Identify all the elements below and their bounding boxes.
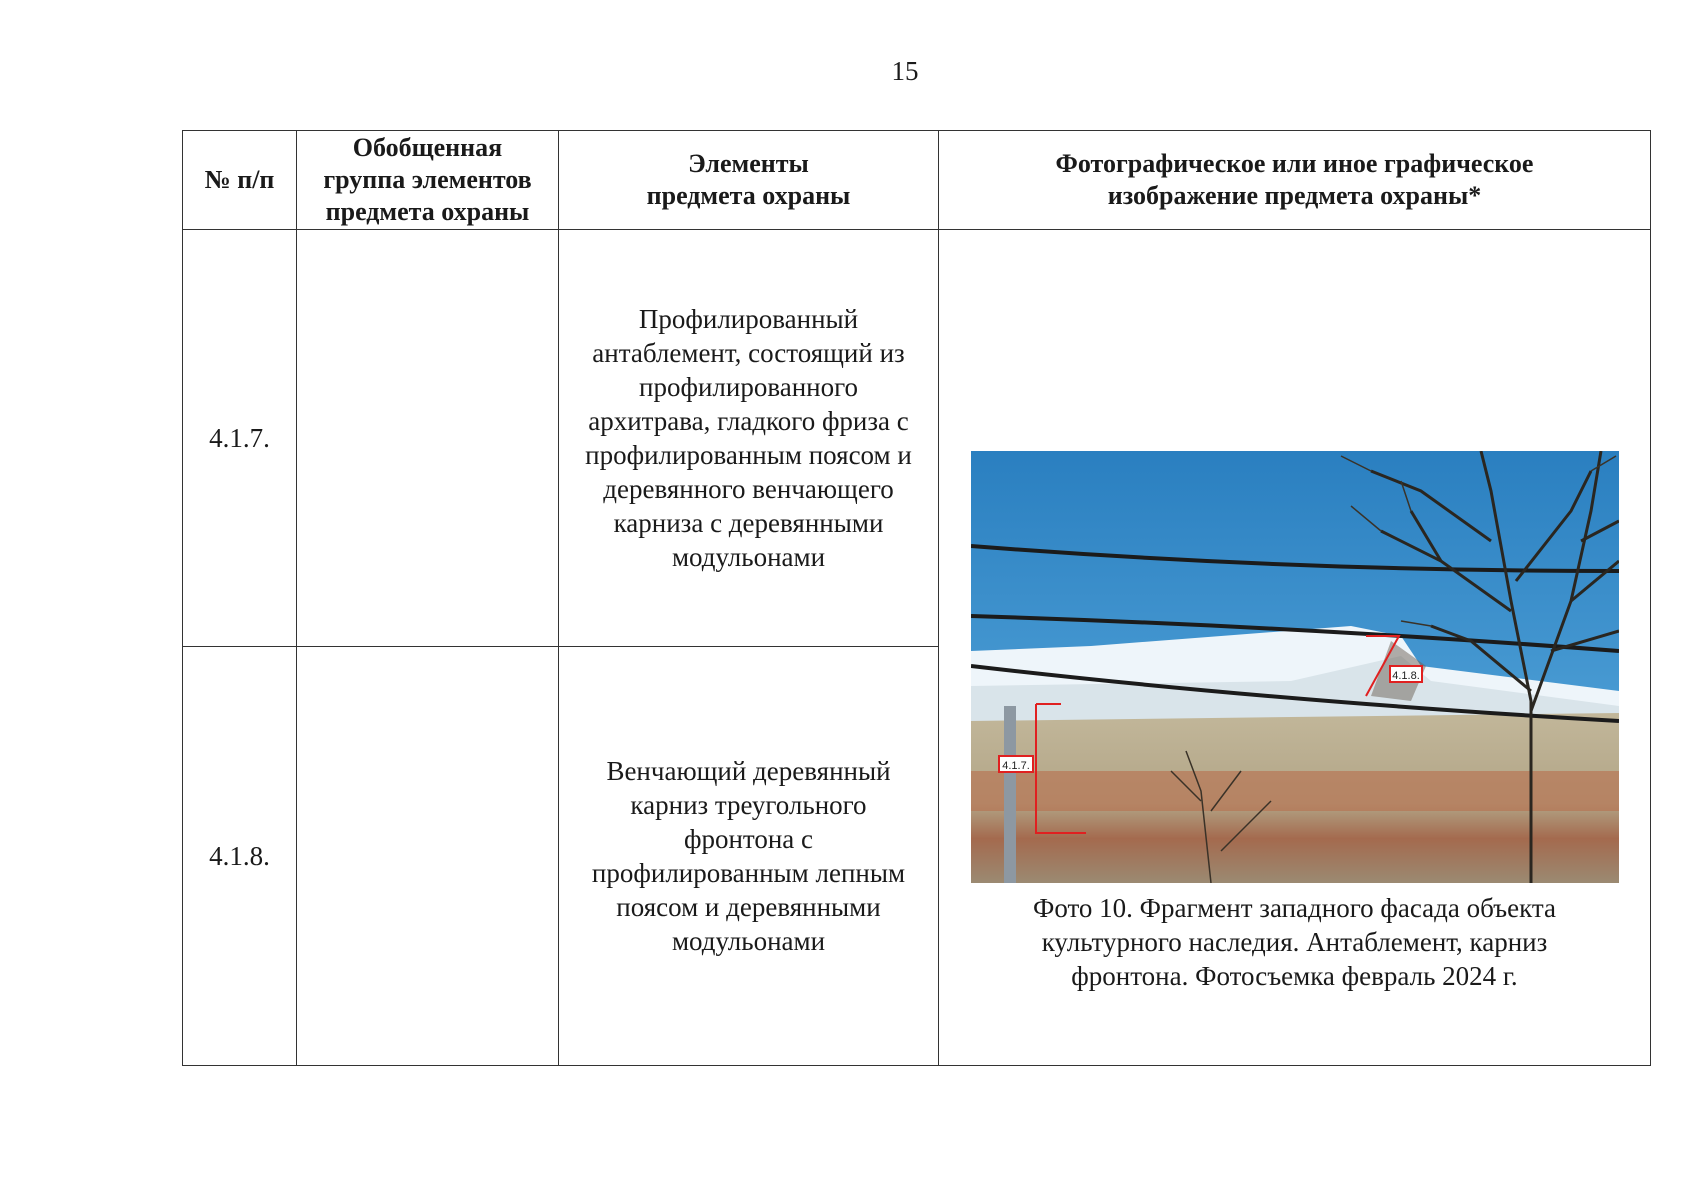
header-elements-line: Элементы: [688, 149, 809, 178]
elements-line: модульонами: [671, 926, 826, 956]
elements-line: деревянного венчающего: [603, 474, 894, 504]
elements-line: Профилированный: [638, 304, 859, 334]
row-group: [297, 647, 559, 1066]
elements-line: профилированного: [639, 372, 858, 402]
table-row: [183, 230, 1651, 647]
header-group-line: группа элементов: [323, 165, 532, 194]
facade-photo: [971, 451, 1619, 883]
elements-line: модульонами: [671, 542, 826, 572]
caption-line: культурного наследия. Антаблемент, карниз: [1041, 926, 1548, 957]
elements-line: карниза с деревянными: [613, 508, 884, 538]
elements-line: фронтона с: [683, 824, 814, 854]
row-number: 4.1.8.: [183, 647, 297, 1066]
brick-band: [971, 771, 1619, 811]
caption-line: Фото 10. Фрагмент западного фасада объекта: [1033, 892, 1556, 923]
elements-line: архитрава, гладкого фриза с: [588, 406, 909, 436]
elements-line: карниз треугольного: [630, 790, 867, 820]
annotation-label: 4.1.7.: [1001, 759, 1030, 772]
header-group-line: предмета охраны: [325, 197, 530, 226]
header-elements-line: предмета охраны: [646, 181, 851, 210]
header-photo-line: Фотографическое или иное графическое: [1055, 149, 1534, 178]
header-group: [297, 131, 559, 230]
row-group: [297, 230, 559, 647]
header-elements: [559, 131, 939, 230]
elements-line: антаблемент, состоящий из: [592, 338, 905, 368]
elements-line: поясом и деревянными: [616, 892, 881, 922]
table-header-row: [183, 131, 1651, 230]
header-number: № п/п: [183, 131, 297, 230]
elements-line: профилированным поясом и: [585, 440, 912, 470]
header-photo-line: изображение предмета охраны*: [1107, 181, 1482, 210]
elements-line: профилированным лепным: [591, 858, 906, 888]
page-number: 15: [891, 56, 919, 86]
header-group-line: Обобщенная: [352, 133, 503, 162]
photo-cell: [939, 230, 1651, 1066]
header-photo: [939, 131, 1651, 230]
protection-subject-table: [182, 130, 1651, 1066]
annotation-label: 4.1.8.: [1391, 669, 1420, 682]
row-elements: [559, 230, 939, 647]
row-elements: [559, 647, 939, 1066]
row-number: 4.1.7.: [183, 230, 297, 647]
photo-caption: [965, 891, 1625, 993]
photo-figure: [971, 451, 1619, 993]
elements-line: Венчающий деревянный: [606, 756, 891, 786]
drain-pipe: [1004, 706, 1016, 883]
caption-line: фронтона. Фотосъемка февраль 2024 г.: [1071, 960, 1518, 991]
